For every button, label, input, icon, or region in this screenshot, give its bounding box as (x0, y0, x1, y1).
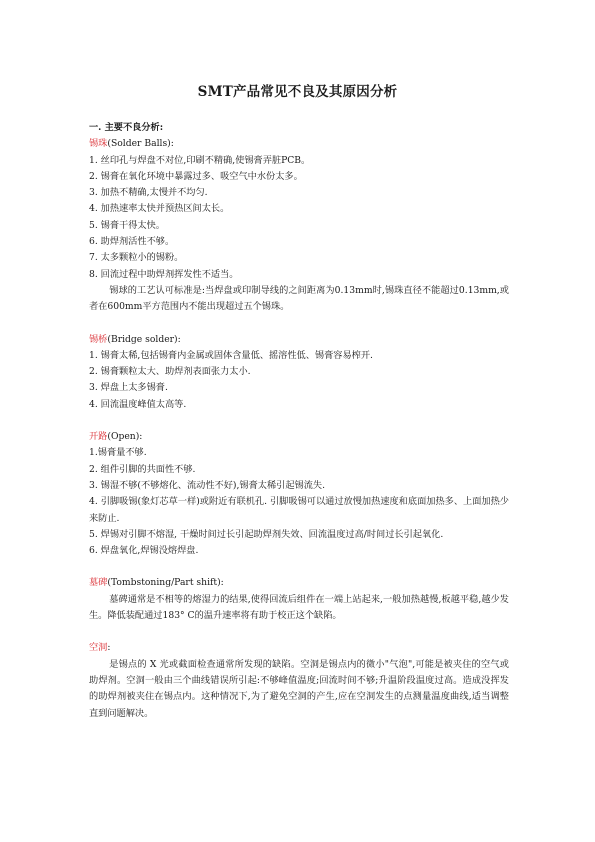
void-label: 空洞 (89, 642, 108, 654)
void-heading (89, 640, 509, 656)
list-item: 2. 组件引脚的共面性不够. (89, 463, 196, 475)
list-item: 4. 回流温度峰值太高等. (89, 398, 187, 410)
section-spacer (89, 413, 509, 429)
list-item: 4. 加热速率太快并预热区间太长。 (89, 203, 230, 215)
bridge-heading (89, 332, 509, 348)
open-section (89, 429, 509, 559)
section-spacer (89, 316, 509, 332)
void-text: 是锡点的 X 光或截面检查通常所发现的缺陷。空洞是锡点内的微小"气泡",可能是被夹住的空气或助焊剂。空洞一般由三个曲线错误所引起:不够峰值温度;回流时间不够;升温阶段温度过高。造成没挥发的助焊剂被夹住在锡点内。这种情况下,为了避免空洞的产生,应在空洞发生的点测量温度曲线,适当调整直到问题解决。 (89, 658, 509, 719)
list-item: 7. 太多颗粒小的锡粉。 (89, 252, 184, 264)
section-spacer (89, 559, 509, 575)
solder-balls-suffix: (Solder Balls): (107, 138, 174, 150)
solder-balls-section (89, 136, 509, 315)
open-suffix: (Open): (107, 431, 143, 443)
tombstone-suffix: (Tombstoning/Part shift): (107, 577, 224, 589)
void-suffix: : (107, 642, 111, 654)
list-item: 3. 加热不精确,太慢并不均匀. (89, 187, 208, 199)
section-heading: 一. 主要不良分析: (89, 122, 164, 133)
tombstone-label: 墓碑 (89, 577, 108, 589)
list-item: 2. 锡膏在氧化环境中暴露过多、吸空气中水份太多。 (89, 170, 303, 182)
list-item: 6. 焊盘氧化,焊锡没熔焊盘. (89, 545, 199, 557)
solder-balls-heading (89, 136, 509, 152)
list-item: 2. 锡膏颗粒太大、助焊剂表面张力太小. (89, 366, 251, 378)
tombstone-heading (89, 575, 509, 591)
section-spacer (89, 624, 509, 640)
list-item: 4. 引脚吸锡(象灯芯草一样)或附近有联机孔. 引脚吸锡可以通过放慢加热速度和底面加热多、上面加热少来防止. (89, 496, 509, 524)
list-item: 1.锡膏量不够. (89, 447, 147, 459)
list-item: 1. 锡膏太稀,包括锡膏内金属或固体含量低、摇溶性低、锡膏容易榨开. (89, 349, 373, 361)
solder-balls-label: 锡珠 (89, 138, 108, 150)
page-title: SMT产品常见不良及其原因分析 (197, 84, 398, 100)
tombstone-text: 墓碑通常是不相等的熔湿力的结果,使得回流后组件在一端上站起来,一般加热越慢,板越平稳,越少发生。降低装配通过183° C的温升速率将有助于校正这个缺陷。 (89, 593, 509, 622)
document-body (89, 120, 509, 722)
void-section (89, 640, 509, 721)
bridge-label: 锡桥 (89, 333, 108, 345)
open-heading (89, 429, 509, 445)
list-item: 8. 回流过程中助焊剂挥发性不适当。 (89, 268, 239, 280)
list-item: 5. 焊锡对引脚不熔湿, 干燥时间过长引起助焊剂失效、回流温度过高/时间过长引起氧化. (89, 528, 444, 540)
solder-balls-note: 锡球的工艺认可标准是:当焊盘或印制导线的之间距离为0.13mm时,锡珠直径不能超过0.13mm,或者在600mm平方范围内不能出现超过五个锡珠。 (89, 284, 509, 313)
tombstone-section (89, 575, 509, 624)
list-item: 3. 焊盘上太多锡膏. (89, 382, 168, 394)
list-item: 6. 助焊剂活性不够。 (89, 236, 175, 248)
bridge-suffix: (Bridge solder): (107, 333, 181, 345)
bridge-section (89, 332, 509, 413)
list-item: 3. 锡湿不够(不够熔化、流动性不好),锡膏太稀引起锡流失. (89, 479, 326, 491)
list-item: 5. 锡膏干得太快。 (89, 219, 165, 231)
open-label: 开路 (89, 431, 108, 443)
list-item: 1. 丝印孔与焊盘不对位,印刷不精确,使锡膏弄脏PCB。 (89, 154, 311, 166)
